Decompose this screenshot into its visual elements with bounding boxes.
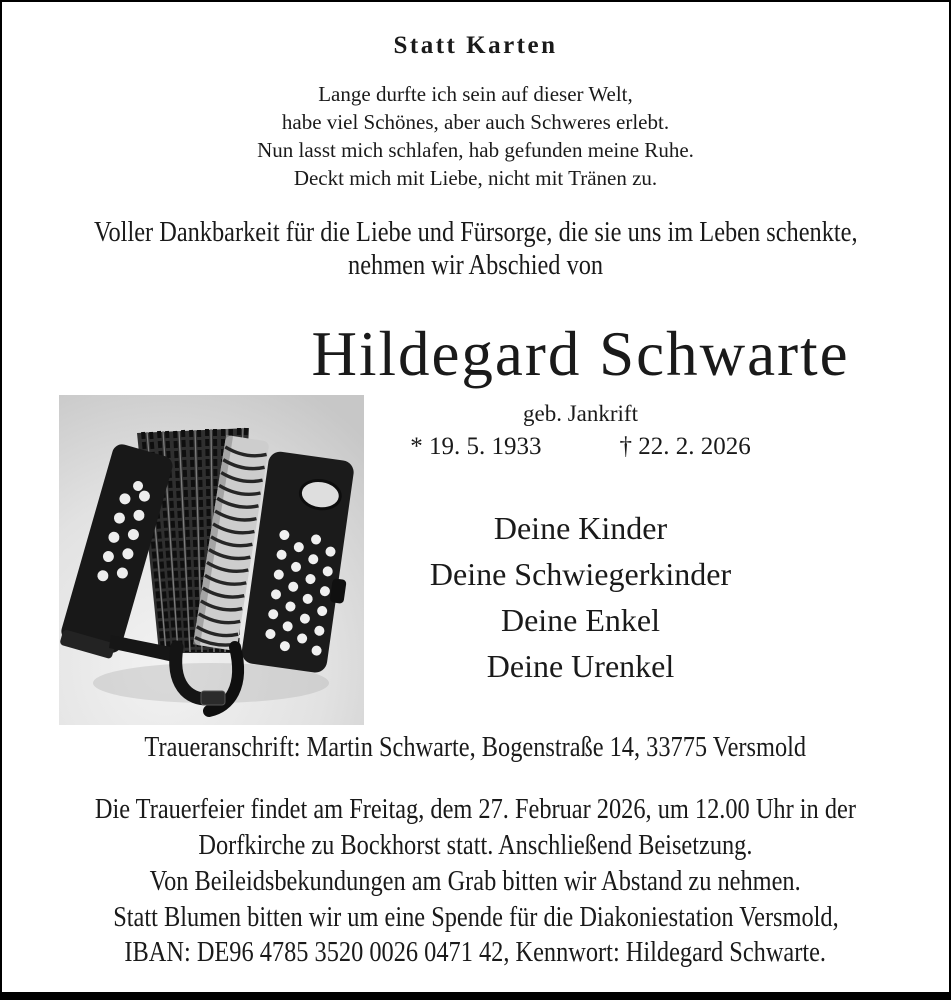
funeral-line: Dorfkirche zu Bockhorst statt. Anschließend Beisetzung. — [198, 830, 753, 861]
dedication-text — [2, 216, 949, 282]
dedication-line: Voller Dankbarkeit für die Liebe und Fürsorge, die sie uns im Leben schenkte, — [93, 217, 858, 248]
dedication-line: nehmen wir Abschied von — [347, 250, 604, 281]
donation-iban-line: IBAN: DE96 4785 3520 0026 0471 42, Kennwort: Hildegard Schwarte. — [124, 937, 827, 968]
funeral-line: Die Trauerfeier findet am Freitag, dem 27. Februar 2026, um 12.00 Uhr in der — [94, 794, 857, 825]
poem-line: Lange durfte ich sein auf dieser Welt, — [318, 82, 633, 106]
mourning-address-text: Traueranschrift: Martin Schwarte, Bogenstraße 14, 33775 Versmold — [144, 732, 807, 763]
birth-date: * 19. 5. 1933 — [410, 433, 542, 460]
mourner-line: Deine Enkel — [500, 602, 661, 638]
deceased-name: Hildegard Schwarte — [311, 319, 850, 389]
donation-request — [2, 900, 949, 970]
condolence-text: Von Beileidsbekundungen am Grab bitten wir Abstand zu nehmen. — [149, 866, 802, 897]
poem-line: habe viel Schönes, aber auch Schweres erlebt. — [281, 110, 670, 134]
mourner-line: Deine Urenkel — [486, 648, 675, 684]
funeral-details — [2, 792, 949, 864]
mourners-list — [208, 505, 951, 689]
memorial-poem — [2, 80, 949, 192]
mourner-line: Deine Kinder — [493, 510, 668, 546]
poem-line: Deckt mich mit Liebe, nicht mit Tränen zu. — [293, 166, 658, 190]
mourning-address — [2, 731, 949, 764]
donation-line: Statt Blumen bitten wir um eine Spende für die Diakoniestation Versmold, — [112, 902, 839, 933]
notice-header: Statt Karten — [393, 32, 558, 59]
death-date: † 22. 2. 2026 — [619, 433, 751, 460]
condolence-note — [2, 865, 949, 898]
mourner-line: Deine Schwiegerkinder — [429, 556, 732, 592]
poem-line: Nun lasst mich schlafen, hab gefunden meine Ruhe. — [257, 138, 694, 162]
maiden-name: geb. Jankrift — [523, 401, 638, 426]
